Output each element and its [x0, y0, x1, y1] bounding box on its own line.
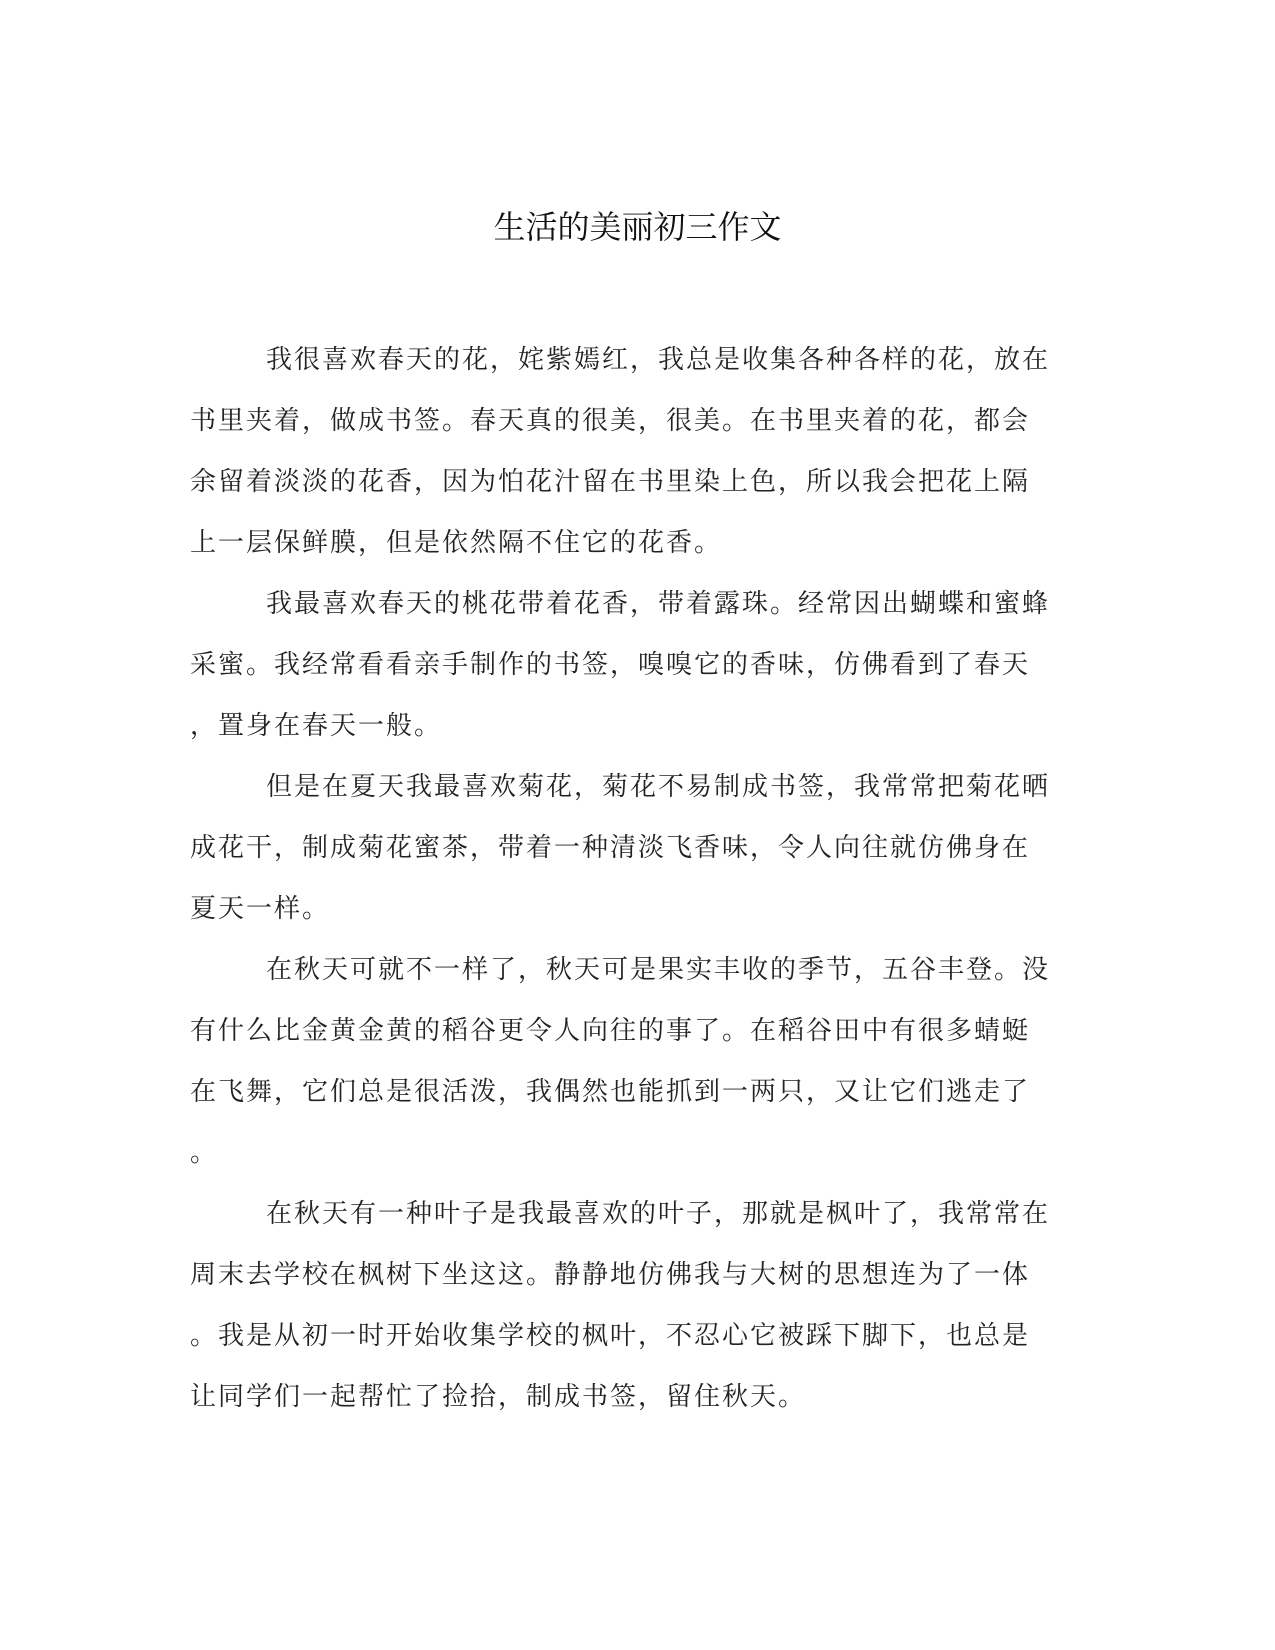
text-line: ，置身在春天一般。: [190, 711, 443, 741]
text-line: 周末去学校在枫树下坐这这。静静地仿佛我与大树的思想连为了一体: [190, 1260, 1031, 1290]
paragraph-3: [190, 757, 1080, 940]
text-line: 在秋天有一种叶子是我最喜欢的叶子，那就是枫叶了，我常常在: [266, 1199, 1051, 1229]
text-line: 余留着淡淡的花香，因为怕花汁留在书里染上色，所以我会把花上隔: [190, 467, 1031, 497]
paragraph-1: [190, 330, 1080, 574]
text-line: 采蜜。我经常看看亲手制作的书签，嗅嗅它的香味，仿佛看到了春天: [190, 650, 1031, 680]
text-line: 在秋天可就不一样了，秋天可是果实丰收的季节，五谷丰登。没: [266, 955, 1051, 985]
paragraph-2: [190, 574, 1080, 757]
text-line: 。我是从初一时开始收集学校的枫叶，不忍心它被踩下脚下，也总是: [190, 1321, 1031, 1351]
text-line: 有什么比金黄金黄的稻谷更令人向往的事了。在稻谷田中有很多蜻蜓: [190, 1016, 1031, 1046]
text-line: 我最喜欢春天的桃花带着花香，带着露珠。经常因出蝴蝶和蜜蜂: [266, 589, 1051, 619]
page-title: 生活的美丽初三作文: [493, 208, 782, 246]
text-line: 夏天一样。: [190, 894, 331, 924]
paragraph-5: [190, 1184, 1080, 1428]
text-line: 让同学们一起帮忙了捡拾，制成书签，留住秋天。: [190, 1382, 807, 1412]
text-line: 书里夹着，做成书签。春天真的很美，很美。在书里夹着的花，都会: [190, 406, 1031, 436]
text-line: 。: [190, 1138, 219, 1168]
text-line: 但是在夏天我最喜欢菊花，菊花不易制成书签，我常常把菊花晒: [266, 772, 1051, 802]
paragraph-4: [190, 940, 1080, 1184]
text-line: 成花干，制成菊花蜜茶，带着一种清淡飞香味，令人向往就仿佛身在: [190, 833, 1031, 863]
text-line: 我很喜欢春天的花，姹紫嫣红，我总是收集各种各样的花，放在: [266, 345, 1051, 375]
text-line: 上一层保鲜膜，但是依然隔不住它的花香。: [190, 528, 723, 558]
text-line: 在飞舞，它们总是很活泼，我偶然也能抓到一两只，又让它们逃走了: [190, 1077, 1031, 1107]
essay-body: [190, 330, 1080, 1428]
